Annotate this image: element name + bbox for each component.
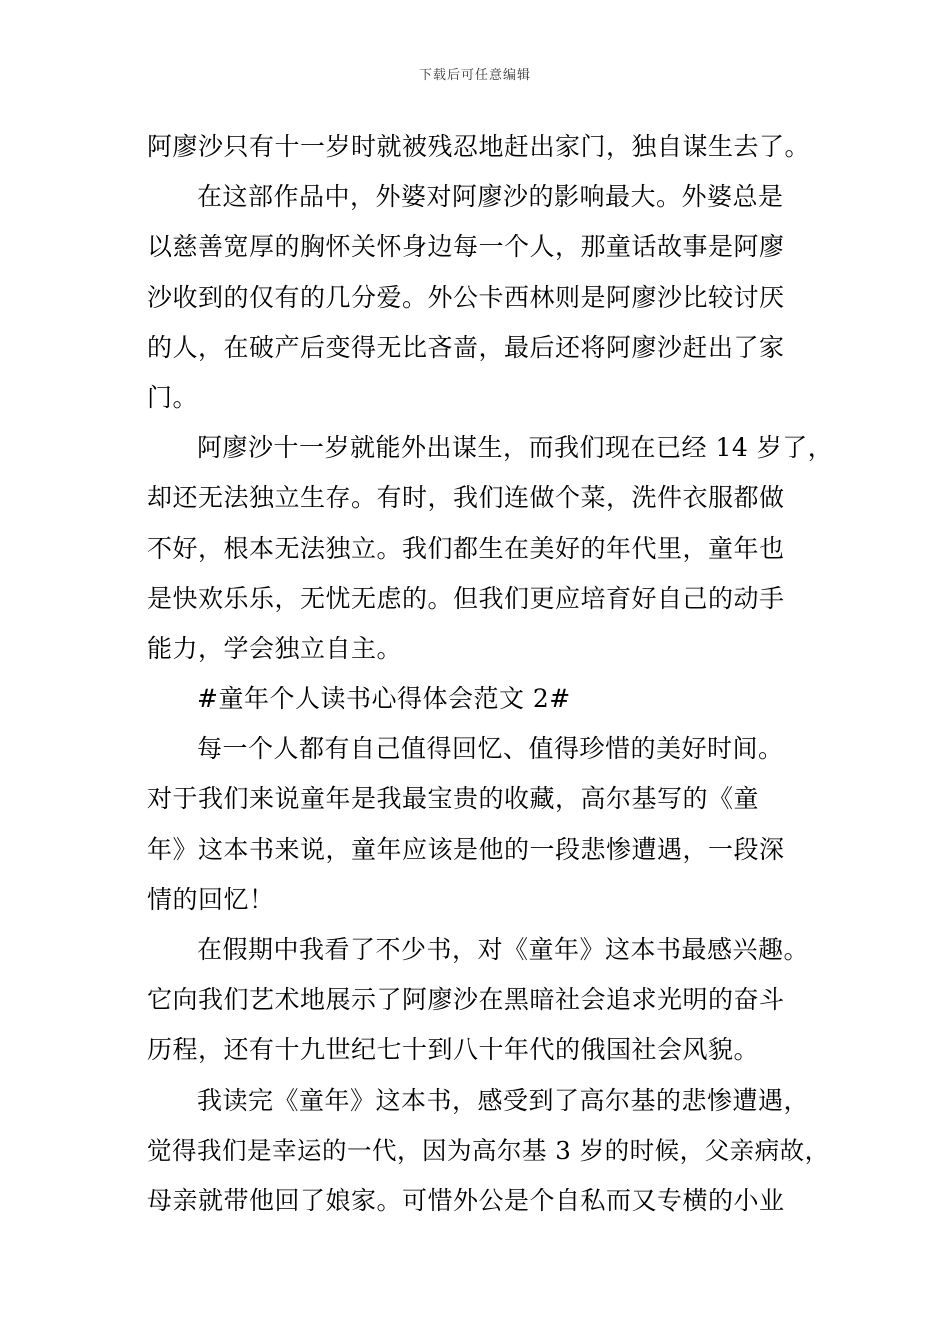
text-line: 我读完《童年》这本书，感受到了高尔基的悲惨遭遇，: [197, 1085, 810, 1115]
text-line: 不好，根本无法独立。我们都生在美好的年代里，童年也: [147, 533, 785, 563]
text-line: 是快欢乐乐，无忧无虑的。但我们更应培育好自己的动手: [147, 583, 785, 613]
text-line: 门。: [147, 382, 199, 412]
text-line: 年》这本书来说，童年应该是他的一段悲惨遭遇，一段深: [147, 834, 785, 864]
text-line: 每一个人都有自己值得回忆、值得珍惜的美好时间。: [197, 734, 784, 764]
text-line: 历程，还有十九世纪七十到八十年代的俄国社会风貌。: [147, 1035, 760, 1065]
text-line: 阿廖沙十一岁就能外出谋生，而我们现在已经 14 岁了，: [197, 433, 834, 463]
text-line: 在假期中我看了不少书，对《童年》这本书最感兴趣。: [197, 935, 810, 964]
text-line: 阿廖沙只有十一岁时就被残忍地赶出家门，独自谋生去了。: [147, 132, 811, 161]
text-line: 在这部作品中，外婆对阿廖沙的影响最大。外婆总是: [197, 182, 784, 212]
text-line: 能力，学会独立自主。: [147, 633, 403, 663]
text-line: 沙收到的仅有的几分爱。外公卡西林则是阿廖沙比较讨厌: [147, 282, 785, 312]
document-body: [147, 122, 837, 1226]
page-header-note: 下载后可任意编辑: [418, 68, 531, 83]
text-line: 的人，在破产后变得无比吝啬，最后还将阿廖沙赶出了家: [147, 332, 785, 362]
section-heading: #童年个人读书心得体会范文 2#: [197, 684, 571, 714]
text-line: 觉得我们是幸运的一代，因为高尔基 3 岁的时候，父亲病故，: [147, 1135, 830, 1165]
text-line: 情的回忆！: [147, 884, 275, 914]
text-line: 对于我们来说童年是我最宝贵的收藏，高尔基写的《童: [147, 784, 760, 814]
text-line: 却还无法独立生存。有时，我们连做个菜，洗件衣服都做: [147, 483, 785, 513]
text-line: 它向我们艺术地展示了阿廖沙在黑暗社会追求光明的奋斗: [147, 985, 785, 1015]
text-line: 母亲就带他回了娘家。可惜外公是个自私而又专横的小业: [147, 1185, 785, 1215]
text-line: 以慈善宽厚的胸怀关怀身边每一个人，那童话故事是阿廖: [147, 232, 785, 262]
